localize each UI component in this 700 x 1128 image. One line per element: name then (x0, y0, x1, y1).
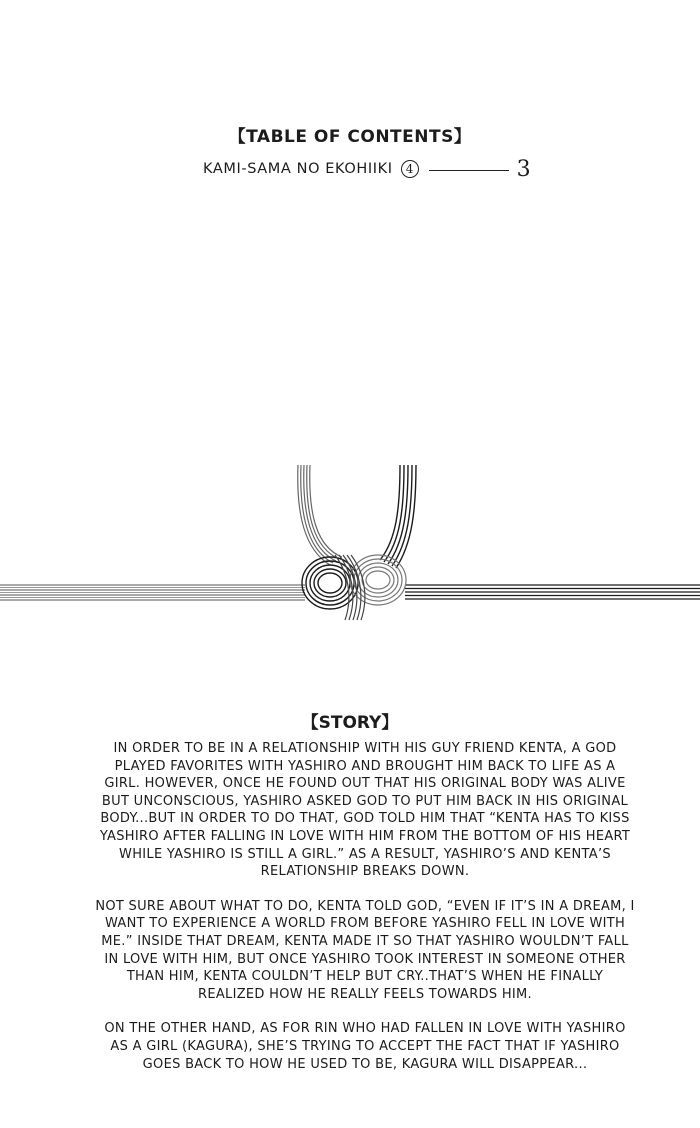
toc-entry-title: KAMI-SAMA NO EKOHIIKI (203, 161, 393, 177)
story-paragraph: ON THE OTHER HAND, AS FOR RIN WHO HAD FALLEN IN LOVE WITH YASHIRO AS A GIRL (KAGURA), SHE’S TRYING TO ACCEPT THE FACT THAT IF YASHIRO GOES BACK TO HOW HE USED TO BE, KAGURA WILL DISAPPEAR... (104, 1021, 626, 1072)
strand-left-vertical (298, 465, 342, 565)
toc-entry[interactable] (203, 156, 531, 182)
volume-number-badge: 4 (401, 160, 419, 178)
toc-title: 【TABLE OF CONTENTS】 (228, 127, 472, 147)
story-title: 【STORY】 (301, 713, 399, 733)
story-paragraph: IN ORDER TO BE IN A RELATIONSHIP WITH HIS GUY FRIEND KENTA, A GOD PLAYED FAVORITES WITH YASHIRO AND BROUGHT HIM BACK TO LIFE AS A GIRL. HOWEVER, ONCE HE FOUND OUT THAT HIS ORIGINAL BODY WAS ALIVE BUT UNCONSCIOUS, YASHIRO ASKED GOD TO PUT HIM BACK IN HIS ORIGINAL BODY...BUT IN ORDER TO DO THAT, GOD TOLD HIM THAT “KENTA HAS TO KISS YASHIRO AFTER FALLING IN LOVE WITH HIM FROM THE BOTTOM OF HIS HEART WHILE YASHIRO IS STILL A GIRL.” AS A RESULT, YASHIRO’S AND KENTA’S RELATIONSHIP BREAKS DOWN. (99, 741, 631, 880)
strand-right-vertical (380, 465, 416, 568)
story-paragraph: NOT SURE ABOUT WHAT TO DO, KENTA TOLD GOD, “EVEN IF IT’S IN A DREAM, I WANT TO EXPERIENCE A WORLD FROM BEFORE YASHIRO FELL IN LOVE WITH ME.” INSIDE THAT DREAM, KENTA MADE IT SO THAT YASHIRO WOULDN’T FALL IN LOVE WITH HIM, BUT ONCE YASHIRO TOOK INTEREST IN SOMEONE OTHER THAN HIM, KENTA COULDN’T HELP BUT CRY..THAT’S WHEN HE FINALLY REALIZED HOW HE REALLY FEELS TOWARDS HIM. (95, 898, 635, 1002)
toc-page-number: 3 (516, 156, 531, 182)
story-summary (95, 740, 635, 1090)
toc-leader-line (429, 170, 509, 171)
cord-left (0, 585, 305, 600)
mizuhiki-knot-icon (0, 455, 700, 630)
cord-right (405, 585, 700, 599)
